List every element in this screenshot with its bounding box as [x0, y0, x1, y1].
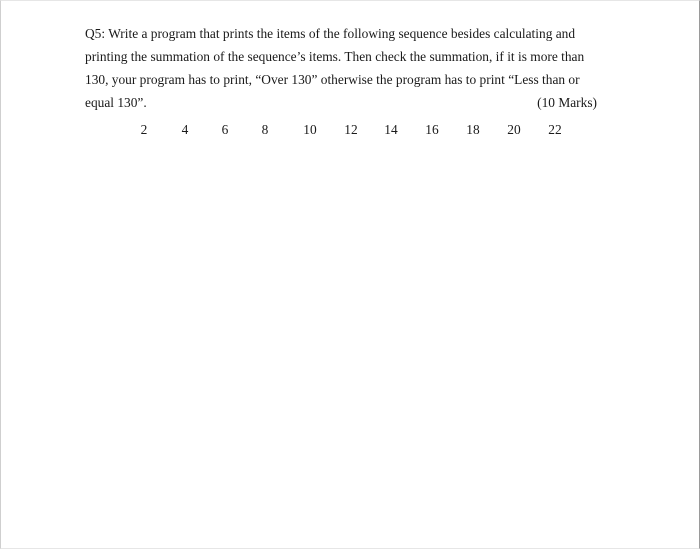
question-line-3: 130, your program has to print, “Over 130” otherwise the program has to print “Less than or	[85, 72, 580, 87]
sequence-item: 14	[384, 122, 398, 137]
question-line-4-text: equal 130”.	[85, 95, 147, 110]
question-line-2: printing the summation of the sequence’s items. Then check the summation, if it is more than	[85, 49, 585, 64]
question-line-4	[85, 91, 597, 114]
sequence-item: 22	[548, 122, 562, 137]
sequence-item: 20	[507, 122, 521, 137]
sequence-item: 18	[466, 122, 480, 137]
sequence-item: 16	[425, 122, 439, 137]
sequence-item: 8	[261, 122, 269, 137]
sequence-item: 12	[344, 122, 358, 137]
sequence-item: 10	[303, 122, 317, 137]
marks-label: (10 Marks)	[537, 95, 597, 110]
question-line-1: Q5: Write a program that prints the items of the following sequence besides calculating and	[85, 26, 576, 41]
question-text	[85, 22, 597, 114]
sequence-item: 6	[221, 122, 229, 137]
number-sequence	[0, 122, 700, 142]
sequence-item: 4	[181, 122, 189, 137]
sequence-item: 2	[140, 122, 148, 137]
